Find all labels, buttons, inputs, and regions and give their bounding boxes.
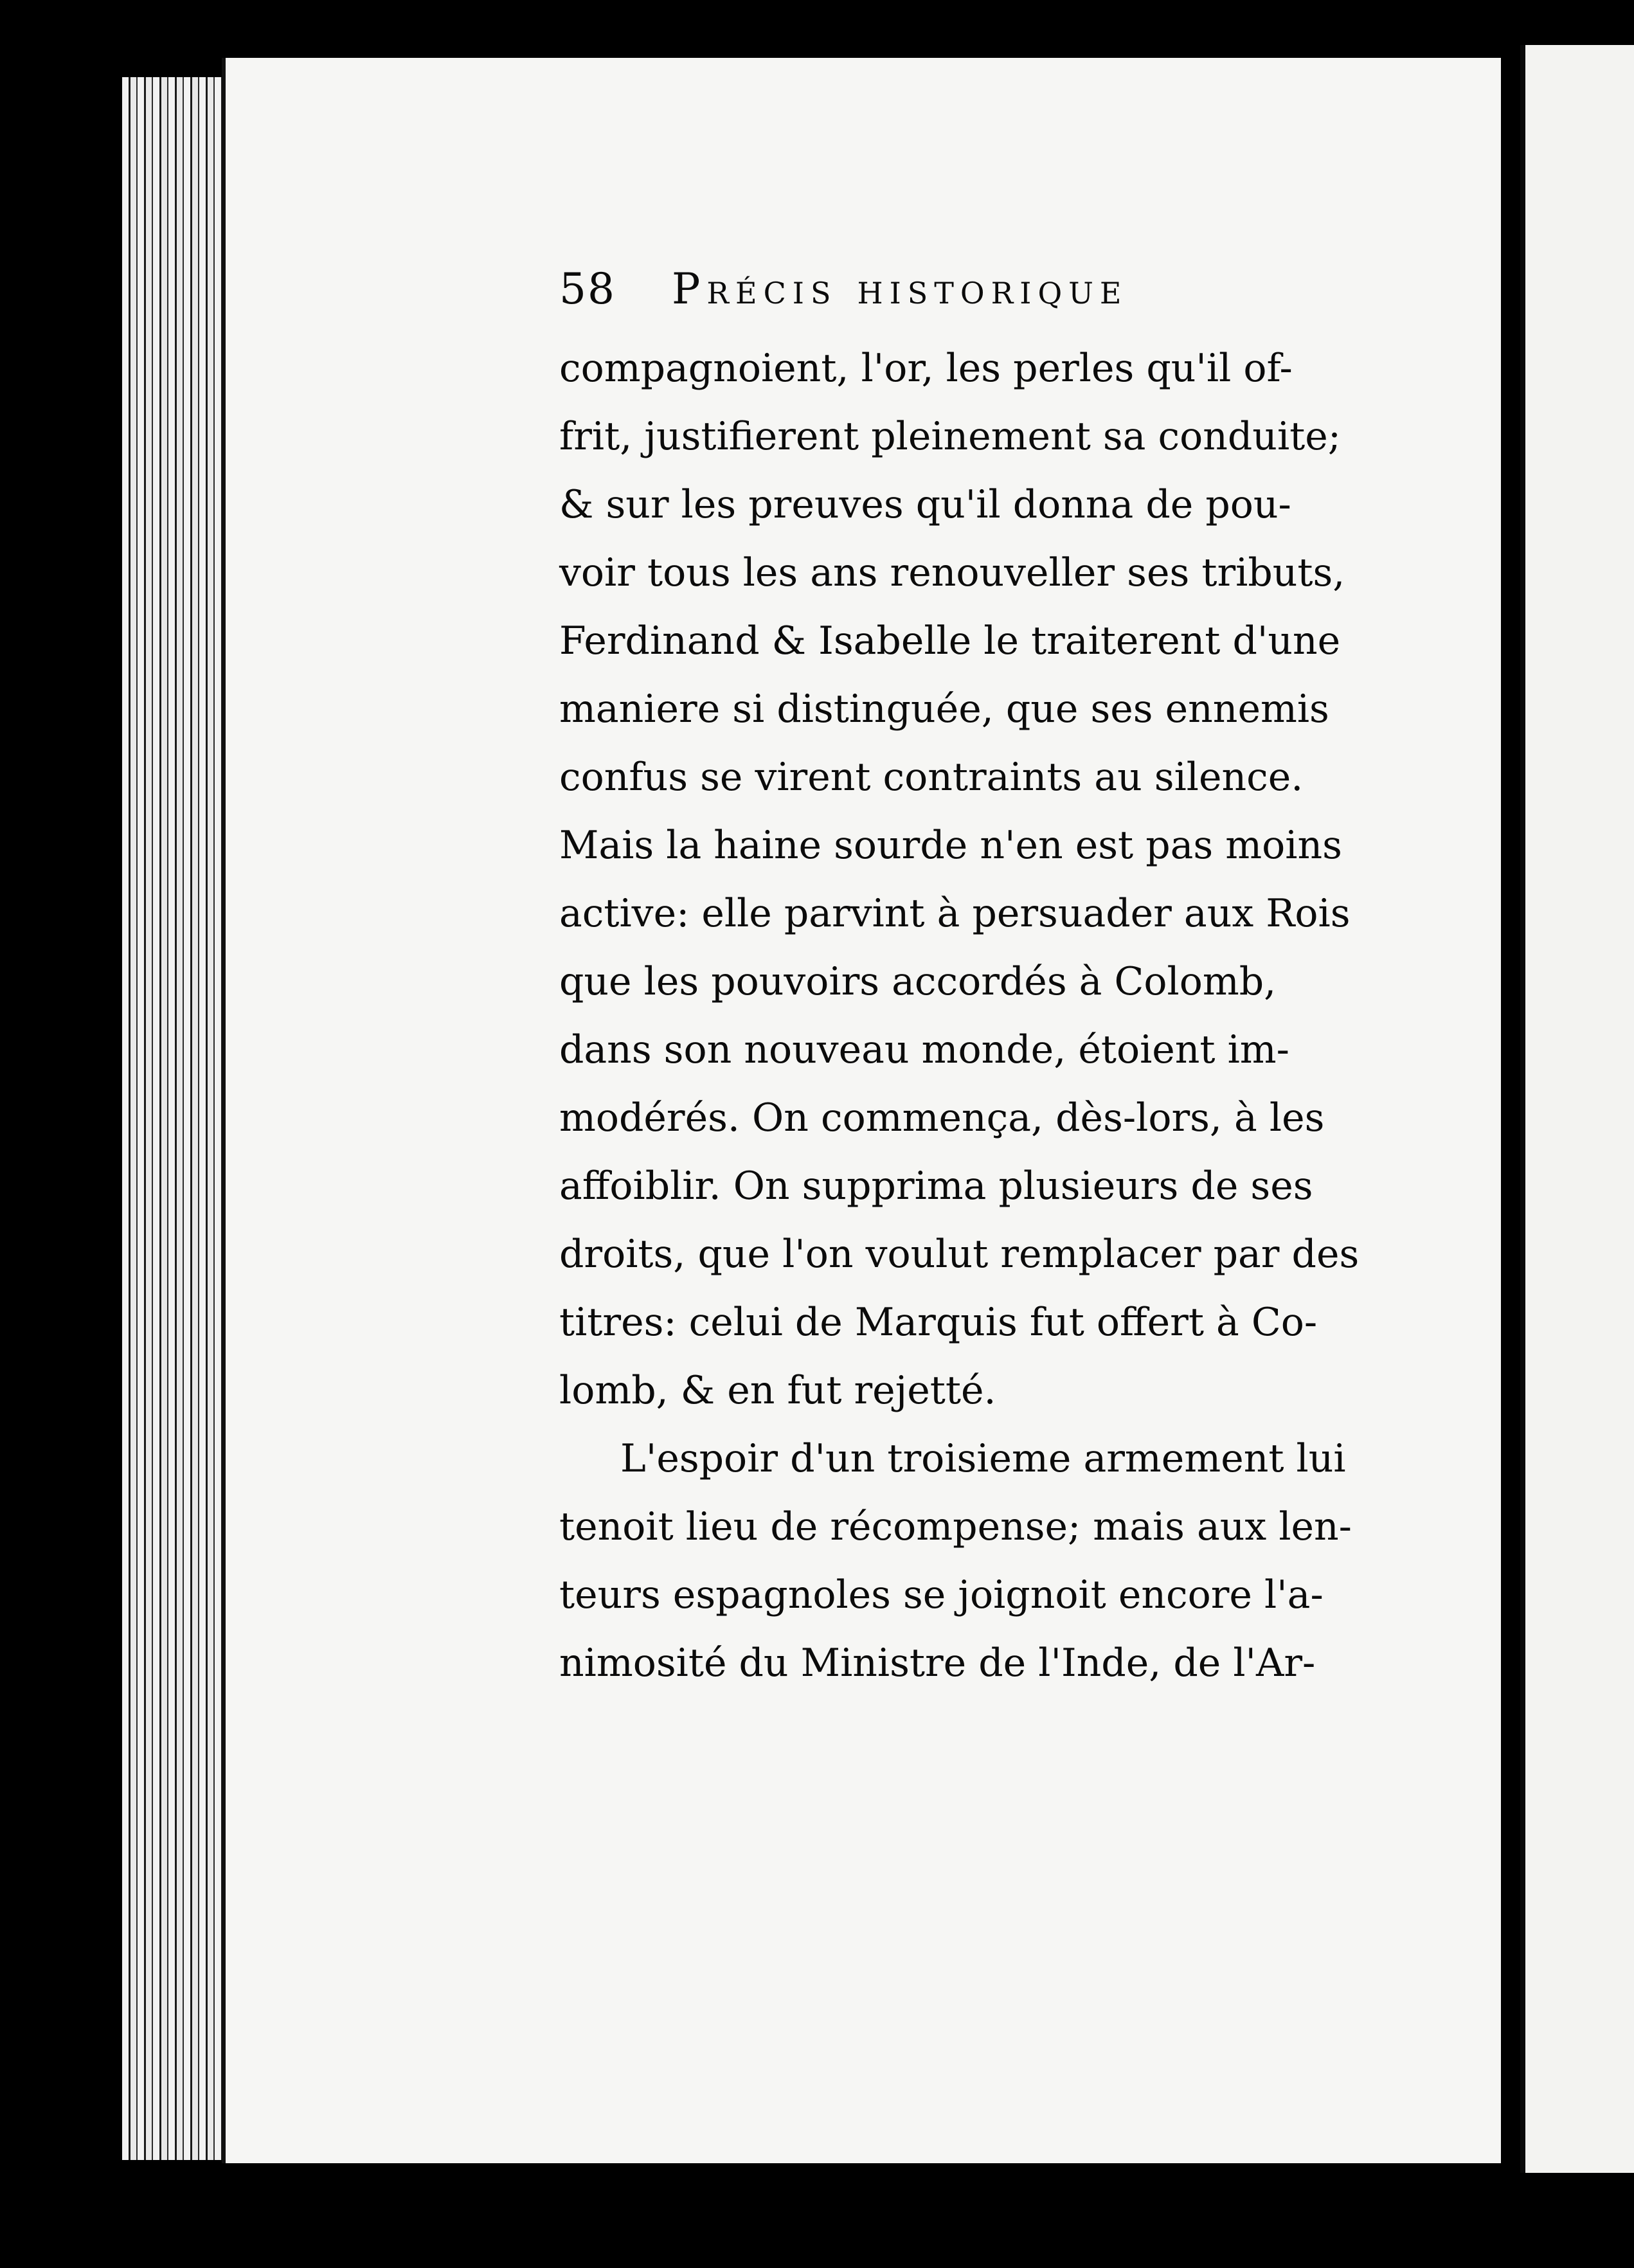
text-line: teurs espagnoles se joignoit encore l'a-: [559, 1572, 1324, 1617]
text-line: affoiblir. On supprima plusieurs de ses: [559, 1164, 1313, 1209]
text-line: titres: celui de Marquis fut offert à Co-: [559, 1300, 1318, 1345]
text-line: Mais la haine sourde n'en est pas moins: [559, 823, 1342, 868]
text-line: que les pouvoirs accordés à Colomb,: [559, 959, 1277, 1004]
running-title: Précis historique: [671, 264, 1128, 314]
running-head: [559, 257, 1369, 334]
text-line: maniere si distinguée, que ses ennemis: [559, 687, 1329, 732]
text-line: & sur les preuves qu'il donna de pou-: [559, 482, 1291, 527]
text-line: droits, que l'on voulut remplacer par des: [559, 1232, 1360, 1277]
text-line: dans son nouveau monde, étoient im-: [559, 1027, 1289, 1072]
paragraph-start-line: L'espoir d'un troisieme armement lui: [620, 1436, 1346, 1481]
text-block: [559, 257, 1369, 1697]
page-number: 58: [559, 264, 616, 314]
text-line: lomb, & en fut rejetté.: [559, 1368, 996, 1413]
text-line: confus se virent contraints au silence.: [559, 755, 1304, 800]
text-line: nimosité du Ministre de l'Inde, de l'Ar-: [559, 1641, 1316, 1686]
text-line: modérés. On commença, dès-lors, à les: [559, 1095, 1325, 1140]
text-line: Ferdinand & Isabelle le traiterent d'une: [559, 618, 1341, 663]
page-edges: [122, 77, 231, 2160]
text-line: active: elle parvint à persuader aux Rois: [559, 891, 1351, 936]
text-line: compagnoient, l'or, les perles qu'il of-: [559, 346, 1293, 391]
facing-page: [1520, 45, 1634, 2173]
text-line: tenoit lieu de récompense; mais aux len-: [559, 1504, 1352, 1549]
text-line: voir tous les ans renouveller ses tributs,: [559, 550, 1345, 595]
text-line: frit, justifierent pleinement sa conduite;: [559, 414, 1341, 459]
